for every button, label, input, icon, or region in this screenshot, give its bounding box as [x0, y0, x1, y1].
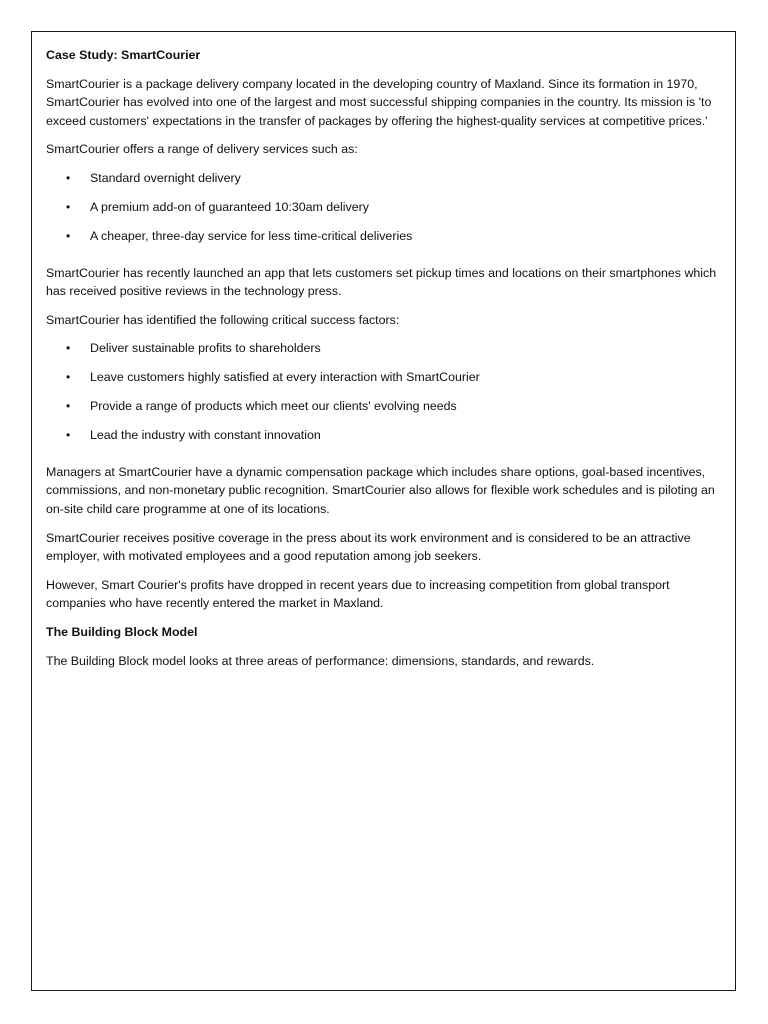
list-item-text: Deliver sustainable profits to shareholders	[90, 341, 321, 356]
managers-paragraph: Managers at SmartCourier have a dynamic compensation package which includes share options, goal-based incentives, commissions, and non-monetary public recognition. SmartCourier also allows for flexible work schedules and is piloting an on-site child care programme at one of its locations.	[46, 464, 715, 517]
bullet-icon: •	[66, 428, 71, 443]
document-content	[46, 46, 717, 680]
services-lead: SmartCourier offers a range of delivery services such as:	[46, 142, 358, 157]
list-item	[46, 227, 717, 246]
document-frame	[31, 31, 736, 991]
list-item-text: Lead the industry with constant innovation	[90, 428, 321, 443]
bullet-icon: •	[66, 399, 71, 414]
list-item-text: A cheaper, three-day service for less time-critical deliveries	[90, 228, 413, 243]
list-item	[46, 169, 717, 188]
list-item	[46, 426, 717, 445]
csf-lead: SmartCourier has identified the following critical success factors:	[46, 312, 400, 327]
app-paragraph: SmartCourier has recently launched an app that lets customers set pickup times and locations on their smartphones which has received positive reviews in the technology press.	[46, 265, 717, 299]
case-study-title: Case Study: SmartCourier	[46, 48, 201, 62]
csf-list	[46, 339, 717, 445]
model-heading: The Building Block Model	[46, 625, 198, 640]
services-list	[46, 169, 717, 246]
bullet-icon: •	[66, 370, 71, 385]
press-paragraph: SmartCourier receives positive coverage in the press about its work environment and is considered to be an attractive employer, with motivated employees and a good reputation among job seekers.	[46, 530, 691, 564]
list-item	[46, 397, 717, 416]
profits-paragraph: However, Smart Courier's profits have dropped in recent years due to increasing competition from global transport companies who have recently entered the market in Maxland.	[46, 577, 670, 611]
bullet-icon: •	[66, 228, 71, 243]
model-paragraph: The Building Block model looks at three areas of performance: dimensions, standards, and rewards.	[46, 653, 595, 668]
list-item	[46, 339, 717, 358]
list-item-text: Standard overnight delivery	[90, 170, 241, 185]
bullet-icon: •	[66, 170, 71, 185]
list-item-text: A premium add-on of guaranteed 10:30am delivery	[90, 199, 369, 214]
bullet-icon: •	[66, 341, 71, 356]
list-item-text: Leave customers highly satisfied at every interaction with SmartCourier	[90, 370, 480, 385]
bullet-icon: •	[66, 199, 71, 214]
list-item	[46, 368, 717, 387]
list-item-text: Provide a range of products which meet our clients' evolving needs	[90, 399, 457, 414]
intro-paragraph: SmartCourier is a package delivery company located in the developing country of Maxland. Since its formation in 1970, SmartCourier has evolved into one of the largest and most successful shipping companies in the country. Its mission is 'to exceed customers' expectations in the transfer of packages by offering the highest-quality services at competitive prices.'	[46, 76, 712, 128]
list-item	[46, 198, 717, 217]
